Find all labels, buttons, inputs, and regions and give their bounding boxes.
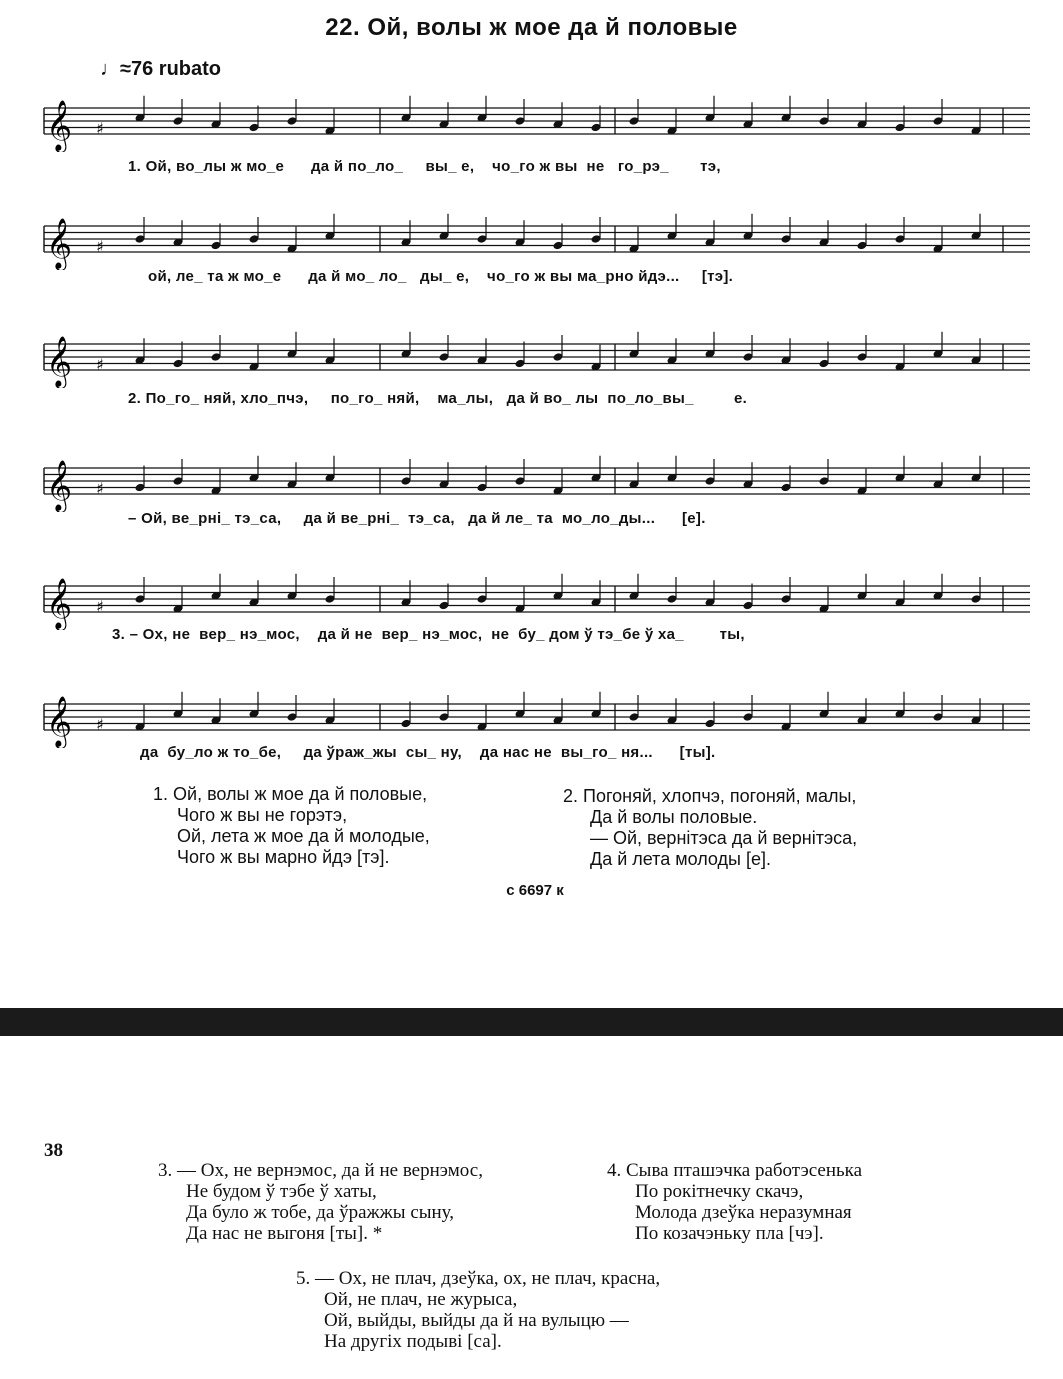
treble-clef-icon: 𝄞: [46, 218, 73, 269]
verse-line: Не будом ў тэбе ў хаты,: [186, 1181, 377, 1202]
music-staff: [40, 686, 1035, 748]
verse-line: Да й волы половые.: [590, 807, 758, 827]
verse-1: [153, 784, 430, 868]
verse-line: 1. Ой, волы ж мое да й половые,: [153, 784, 428, 804]
treble-clef-icon: 𝄞: [46, 460, 73, 511]
treble-clef-icon: 𝄞: [46, 578, 73, 629]
verse-line: На другіх подыві [са].: [324, 1331, 502, 1352]
verse-line: Да нас не выгоня [ты]. *: [186, 1223, 383, 1244]
verse-line: 3. — Ох, не вернэмос, да й не вернэмос,: [158, 1160, 483, 1181]
lyric-line: 2. По_го_ няй, хло_пчэ, по_го_ няй, ма_лы, да й во_ лы по_ло_вы_ е.: [128, 390, 748, 407]
sharp-icon: ♯: [96, 715, 104, 734]
verse-4: [607, 1160, 862, 1244]
verse-line: По рокітнечку скачэ,: [635, 1181, 804, 1202]
staff-graphic: [40, 208, 1035, 270]
page-divider: [0, 1008, 1063, 1036]
verse-3: [158, 1160, 483, 1244]
sharp-icon: ♯: [96, 355, 104, 374]
staff-graphic: [40, 90, 1035, 152]
treble-clef-icon: 𝄞: [46, 336, 73, 387]
song-title: 22. Ой, волы ж мое да й половые: [325, 14, 738, 41]
music-staff: [40, 90, 1035, 152]
lyric-line: 3. – Ох, не вер_ нэ_мос, да й не вер_ нэ_мос, не бу_ дом ў тэ_бе ў ха_ ты,: [112, 626, 745, 643]
staff-graphic: [40, 686, 1035, 748]
verse-line: Чого ж вы не горэтэ,: [177, 805, 348, 825]
tempo-marking: ♩≈76 rubato: [100, 58, 221, 80]
lyric-line: ой, ле_ та ж мо_е да й мо_ ло_ ды_ е, чо_го ж вы ма_рно йдэ... [тэ].: [148, 268, 734, 285]
verse-2: [563, 786, 857, 870]
verse-line: Да було ж тобе, да ўражжы сыну,: [186, 1202, 455, 1223]
verse-line: Чого ж вы марно йдэ [тэ].: [177, 847, 390, 867]
verse-line: Ой, выйды, выйды да й на вулыцю —: [324, 1310, 629, 1331]
verse-line: Ой, лета ж мое да й молодые,: [177, 826, 430, 846]
music-staff: [40, 450, 1035, 512]
staff-graphic: [40, 568, 1035, 630]
sharp-icon: ♯: [96, 119, 104, 138]
music-staff: [40, 208, 1035, 270]
music-staff: [40, 568, 1035, 630]
lyric-line: 1. Ой, во_лы ж мо_е да й по_ло_ вы_ е, чо_го ж вы не го_рэ_ тэ,: [128, 158, 721, 175]
page-number: 38: [44, 1140, 63, 1161]
lyric-line: да бу_ло ж то_бе, да ўраж_жы сы_ ну, да нас не вы_го_ ня... [ты].: [140, 744, 716, 761]
treble-clef-icon: 𝄞: [46, 696, 73, 747]
verse-line: 4. Сыва пташэчка работэсенька: [607, 1160, 863, 1181]
verse-line: По козачэньку пла [чэ].: [635, 1223, 824, 1244]
lyric-line: – Ой, ве_рні_ тэ_са, да й ве_рні_ тэ_са, да й ле_ та мо_ло_ды... [е].: [128, 510, 706, 527]
treble-clef-icon: 𝄞: [46, 100, 73, 151]
catalog-number: с 6697 к: [506, 882, 564, 899]
music-staff: [40, 326, 1035, 388]
sharp-icon: ♯: [96, 237, 104, 256]
verse-line: 5. — Ох, не плач, дзеўка, ох, не плач, красна,: [296, 1268, 661, 1289]
verse-5: [296, 1268, 660, 1352]
sharp-icon: ♯: [96, 597, 104, 616]
verse-line: 2. Погоняй, хлопчэ, погоняй, малы,: [563, 786, 857, 806]
staff-graphic: [40, 326, 1035, 388]
verse-line: Да й лета молоды [е].: [590, 849, 771, 869]
verse-line: Молода дзеўка неразумная: [635, 1202, 852, 1223]
staff-graphic: [40, 450, 1035, 512]
verse-line: Ой, не плач, не журыса,: [324, 1289, 518, 1310]
verse-line: — Ой, вернітэса да й вернітэса,: [590, 828, 858, 848]
sharp-icon: ♯: [96, 479, 104, 498]
